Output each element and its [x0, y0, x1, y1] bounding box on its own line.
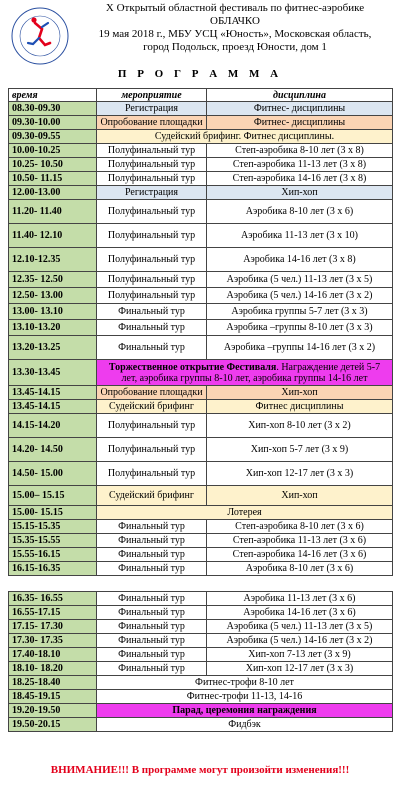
table-row: [9, 534, 393, 548]
event-cell: Полуфинальный тур: [97, 438, 207, 462]
festival-name: ОБЛАЧКО: [210, 15, 260, 27]
event-cell: Финальный тур: [97, 648, 207, 662]
table-row: [9, 272, 393, 288]
time-cell: 12.10-12.35: [9, 248, 97, 272]
event-cell: Полуфинальный тур: [97, 288, 207, 304]
discipline-cell: Аэробика (5 чел.) 14-16 лет (3 х 2): [207, 288, 393, 304]
time-cell: 08.30-09.30: [9, 102, 97, 116]
time-cell: 13.00- 13.10: [9, 304, 97, 320]
discipline-cell: Аэробика (5 чел.) 11-13 лет (3 х 5): [207, 620, 393, 634]
table-row: [9, 506, 393, 520]
discipline-cell: Аэробика –группы 14-16 лет (3 х 2): [207, 336, 393, 360]
discipline-cell: Хип-хоп 5-7 лет (3 х 9): [207, 438, 393, 462]
event-cell: Финальный тур: [97, 534, 207, 548]
time-cell: 17.15- 17.30: [9, 620, 97, 634]
event-cell: Полуфинальный тур: [97, 158, 207, 172]
event-cell: Регистрация: [97, 186, 207, 200]
event-cell: Полуфинальный тур: [97, 462, 207, 486]
schedule-body: [9, 102, 393, 732]
event-cell: Финальный тур: [97, 304, 207, 320]
time-cell: 19.50-20.15: [9, 718, 97, 732]
discipline-cell: Степ-аэробика 11-13 лет (3 х 6): [207, 534, 393, 548]
spacer-cell: [9, 576, 393, 592]
time-cell: 15.00- 15.15: [9, 506, 97, 520]
schedule-table: [8, 88, 393, 732]
time-cell: 11.20- 11.40: [9, 200, 97, 224]
table-row: [9, 200, 393, 224]
merged-cell-text: . Награждение детей 5-7 лет, аэробика группы 8-10 лет, аэробика группы 14-16 лет: [121, 361, 381, 384]
merged-cell-bold-text: Торжественное открытие Фестиваля: [108, 361, 277, 373]
time-cell: 14.15-14.20: [9, 414, 97, 438]
table-row: [9, 116, 393, 130]
discipline-cell: Хип-хоп: [207, 486, 393, 506]
time-cell: 14.50- 15.00: [9, 462, 97, 486]
table-row: [9, 620, 393, 634]
event-cell: Полуфинальный тур: [97, 172, 207, 186]
merged-cell-text: Фидбэк: [228, 719, 261, 730]
time-cell: 13.20-13.25: [9, 336, 97, 360]
column-header-time: время: [9, 89, 97, 102]
discipline-cell: Хип-хоп: [207, 386, 393, 400]
time-cell: 18.10- 18.20: [9, 662, 97, 676]
time-cell: 09.30-09.55: [9, 130, 97, 144]
discipline-cell: Степ-аэробика 8-10 лет (3 х 6): [207, 520, 393, 534]
event-cell: Судейский брифинг: [97, 486, 207, 506]
time-cell: 11.40- 12.10: [9, 224, 97, 248]
header: [0, 0, 400, 70]
event-cell: Финальный тур: [97, 336, 207, 360]
event-cell: Полуфинальный тур: [97, 224, 207, 248]
time-cell: 13.30-13.45: [9, 360, 97, 386]
discipline-cell: Хип-хоп: [207, 186, 393, 200]
header-date-place: 19 мая 2018 г., МБУ УСЦ «Юность», Московская область,: [98, 28, 372, 40]
table-row: [9, 690, 393, 704]
event-cell: Полуфинальный тур: [97, 248, 207, 272]
discipline-cell: Степ-аэробика 14-16 лет (3 х 8): [207, 172, 393, 186]
table-row: [9, 648, 393, 662]
discipline-cell: Хип-хоп 12-17 лет (3 х 3): [207, 662, 393, 676]
merged-cell-text: Фитнес-трофи 8-10 лет: [195, 677, 294, 688]
table-row: [9, 486, 393, 506]
table-row: [9, 400, 393, 414]
event-cell: Финальный тур: [97, 520, 207, 534]
discipline-cell: Аэробика 14-16 лет (3 х 8): [207, 248, 393, 272]
warning-text: ВНИМАНИЕ!!! В программе могут произойти изменения!!!: [50, 764, 350, 776]
event-cell: Финальный тур: [97, 620, 207, 634]
merged-cell: [97, 360, 393, 386]
discipline-cell: Степ-аэробика 8-10 лет (3 х 8): [207, 144, 393, 158]
time-cell: 12.35- 12.50: [9, 272, 97, 288]
discipline-cell: Аэробика (5 чел.) 14-16 лет (3 х 2): [207, 634, 393, 648]
time-cell: 15.15-15.35: [9, 520, 97, 534]
merged-cell: [97, 690, 393, 704]
merged-cell-text: Фитнес-трофи 11-13, 14-16: [186, 691, 303, 702]
discipline-cell: Аэробика (5 чел.) 11-13 лет (3 х 5): [207, 272, 393, 288]
merged-cell-text: Лотерея: [227, 507, 262, 518]
merged-cell: [97, 676, 393, 690]
time-cell: 17.30- 17.35: [9, 634, 97, 648]
table-row: [9, 288, 393, 304]
event-cell: Регистрация: [97, 102, 207, 116]
time-cell: 18.45-19.15: [9, 690, 97, 704]
table-row: [9, 562, 393, 576]
event-cell: Полуфинальный тур: [97, 272, 207, 288]
time-cell: 13.10-13.20: [9, 320, 97, 336]
merged-cell-bold-text: Парад, церемония награждения: [172, 705, 317, 716]
discipline-cell: Степ-аэробика 11-13 лет (3 х 8): [207, 158, 393, 172]
time-cell: 15.35-15.55: [9, 534, 97, 548]
discipline-cell: Хип-хоп 12-17 лет (3 х 3): [207, 462, 393, 486]
merged-cell: [97, 718, 393, 732]
table-row: [9, 248, 393, 272]
time-cell: 15.00– 15.15: [9, 486, 97, 506]
discipline-cell: Аэробика –группы 8-10 лет (3 х 3): [207, 320, 393, 336]
discipline-cell: Аэробика группы 5-7 лет (3 х 3): [207, 304, 393, 320]
table-header-row: [9, 89, 393, 102]
table-row: [9, 676, 393, 690]
event-cell: Финальный тур: [97, 662, 207, 676]
event-cell: Финальный тур: [97, 592, 207, 606]
table-row: [9, 336, 393, 360]
table-row: [9, 224, 393, 248]
discipline-cell: Фитнес- дисциплины: [207, 116, 393, 130]
discipline-cell: Аэробика 11-13 лет (3 х 10): [207, 224, 393, 248]
table-row: [9, 704, 393, 718]
discipline-cell: Фитнес дисциплины: [207, 400, 393, 414]
federation-logo: [6, 4, 74, 68]
column-header-discipline: дисциплина: [207, 89, 393, 102]
time-cell: 13.45-14.15: [9, 400, 97, 414]
event-cell: Финальный тур: [97, 634, 207, 648]
table-row: [9, 320, 393, 336]
time-cell: 12.50- 13.00: [9, 288, 97, 304]
event-cell: Полуфинальный тур: [97, 414, 207, 438]
table-row: [9, 606, 393, 620]
table-row: [9, 548, 393, 562]
event-cell: Опробование площадки: [97, 386, 207, 400]
table-row: [9, 158, 393, 172]
event-cell: Опробование площадки: [97, 116, 207, 130]
time-cell: 16.55-17.15: [9, 606, 97, 620]
discipline-cell: Аэробика 8-10 лет (3 х 6): [207, 562, 393, 576]
merged-cell-text: Судейский брифинг. Фитнес дисциплины.: [154, 131, 335, 142]
time-cell: 18.25-18.40: [9, 676, 97, 690]
discipline-cell: Аэробика 11-13 лет (3 х 6): [207, 592, 393, 606]
discipline-cell: Хип-хоп 8-10 лет (3 х 2): [207, 414, 393, 438]
event-cell: Полуфинальный тур: [97, 144, 207, 158]
time-cell: 19.20-19.50: [9, 704, 97, 718]
event-cell: Финальный тур: [97, 320, 207, 336]
time-cell: 13.45-14.15: [9, 386, 97, 400]
event-cell: Полуфинальный тур: [97, 200, 207, 224]
table-row: [9, 386, 393, 400]
time-cell: 15.55-16.15: [9, 548, 97, 562]
table-row: [9, 144, 393, 158]
event-cell: Финальный тур: [97, 548, 207, 562]
table-row: [9, 186, 393, 200]
time-cell: 14.20- 14.50: [9, 438, 97, 462]
time-cell: 09.30-10.00: [9, 116, 97, 130]
table-row: [9, 360, 393, 386]
time-cell: 17.40-18.10: [9, 648, 97, 662]
discipline-cell: Аэробика 14-16 лет (3 х 6): [207, 606, 393, 620]
time-cell: 10.25- 10.50: [9, 158, 97, 172]
table-row: [9, 130, 393, 144]
header-title: Х Открытый областной фестиваль по фитнес-аэробике: [105, 2, 365, 14]
table-row: [9, 304, 393, 320]
discipline-cell: Фитнес- дисциплины: [207, 102, 393, 116]
time-cell: 12.00-13.00: [9, 186, 97, 200]
event-cell: Судейский брифинг: [97, 400, 207, 414]
table-row: [9, 102, 393, 116]
merged-cell: [97, 506, 393, 520]
time-cell: 10.00-10.25: [9, 144, 97, 158]
table-row: [9, 172, 393, 186]
header-address: город Подольск, проезд Юности, дом 1: [143, 41, 327, 53]
table-row: [9, 718, 393, 732]
time-cell: 10.50- 11.15: [9, 172, 97, 186]
event-cell: Финальный тур: [97, 606, 207, 620]
program-title: П Р О Г Р А М М А: [117, 68, 283, 80]
time-cell: 16.15-16.35: [9, 562, 97, 576]
merged-cell: [97, 704, 393, 718]
table-spacer-row: [9, 576, 393, 592]
discipline-cell: Степ-аэробика 14-16 лет (3 х 6): [207, 548, 393, 562]
discipline-cell: Хип-хоп 7-13 лет (3 х 9): [207, 648, 393, 662]
event-cell: Финальный тур: [97, 562, 207, 576]
table-row: [9, 592, 393, 606]
column-header-event: мероприятие: [97, 89, 207, 102]
time-cell: 16.35- 16.55: [9, 592, 97, 606]
table-row: [9, 662, 393, 676]
discipline-cell: Аэробика 8-10 лет (3 х 6): [207, 200, 393, 224]
table-row: [9, 462, 393, 486]
merged-cell: [97, 130, 393, 144]
table-row: [9, 520, 393, 534]
table-row: [9, 634, 393, 648]
table-row: [9, 438, 393, 462]
table-row: [9, 414, 393, 438]
